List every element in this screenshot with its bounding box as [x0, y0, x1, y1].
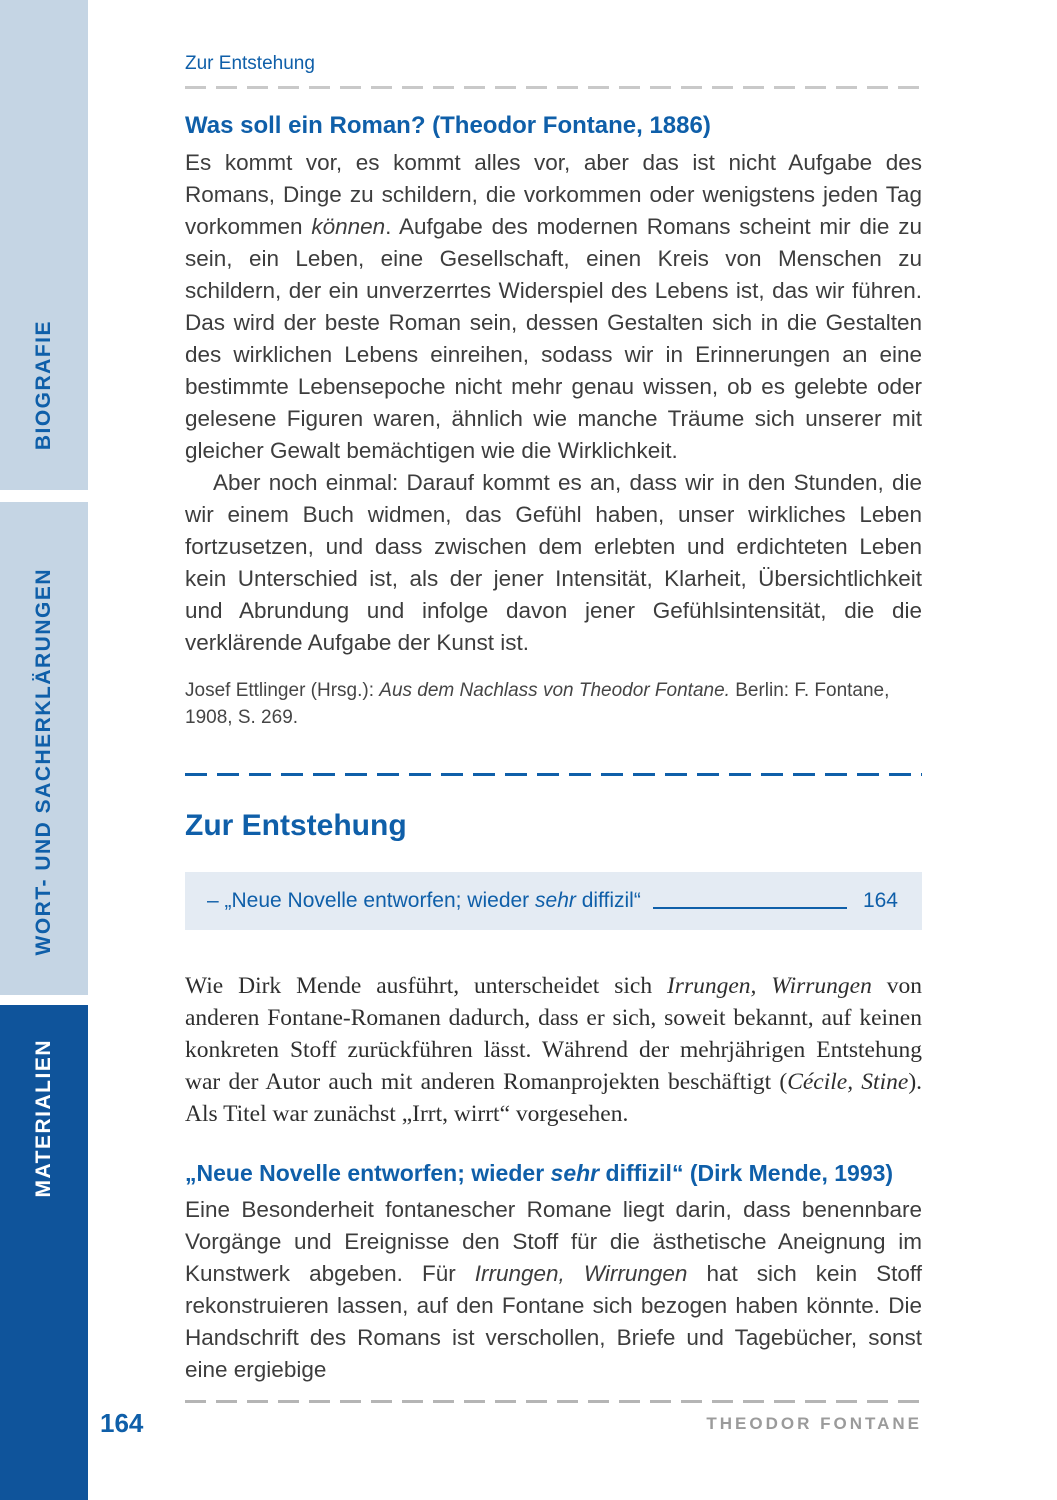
- subsection-text: Eine Besonderheit fontanescher Romane liegt darin, dass benennbare Vorgänge und Ereignisse den Stoff für die ästhetische Aneignung im Kunstwerk abgeben. Für: [185, 1197, 922, 1286]
- intro-text: Wie Dirk Mende ausführt, unterscheidet sich: [185, 973, 667, 999]
- citation-publisher: Berlin: F. Fontane, 1908, S. 269.: [185, 680, 890, 728]
- toc-entry-italic: sehr: [535, 889, 576, 912]
- excerpt-paragraph-1-text: Es kommt vor, es kommt alles vor, aber das ist nicht Aufgabe des Romans, Dinge zu schildern, die vorkommen oder wenigstens jeden Tag vorkommen: [185, 150, 922, 239]
- subsection-title-text-cont: diffizil“ (Dirk Mende, 1993): [599, 1160, 894, 1186]
- main-content: [185, 0, 922, 1386]
- excerpt-title: Was soll ein Roman? (Theodor Fontane, 1886): [185, 112, 711, 139]
- subsection-text-cont: hat sich kein Stoff rekonstruieren lassen, auf den Fontane sich bezogen haben könnte. Die Handschrift des Romans ist verschollen, Briefe und Tagebücher, sonst eine ergiebige: [185, 1261, 922, 1382]
- footer-author: THEODOR FONTANE: [706, 1413, 922, 1433]
- citation-author: Josef Ettlinger (Hrsg.):: [185, 680, 380, 701]
- citation-book-title: Aus dem Nachlass von Theodor Fontane.: [379, 680, 730, 701]
- running-header: Zur Entstehung: [185, 53, 315, 74]
- toc-box: [185, 872, 922, 930]
- footer-row: [100, 1408, 922, 1439]
- subsection-paragraph: [185, 1194, 922, 1386]
- subsection-title: [185, 1158, 922, 1188]
- page-footer: [100, 1400, 922, 1439]
- section-title: Zur Entstehung: [185, 809, 407, 842]
- toc-entry-text: – „Neue Novelle entworfen; wieder: [207, 889, 536, 912]
- sidebar-tab-biografie: [0, 0, 88, 490]
- section-intro-paragraph: [185, 970, 922, 1130]
- footer-page-number: 164: [100, 1408, 144, 1438]
- intro-novel-title: Irrungen, Wirrungen: [666, 973, 872, 999]
- intro-text-cont: von anderen Fontane-Romanen dadurch, dass er sich, soweit bekannt, auf keinen konkreten Stoff zurückführen lässt. Während der mehrjährigen Entstehung war der Autor auch mit anderen Romanprojekten beschäftigt (: [185, 973, 922, 1095]
- excerpt-paragraph-1-italic: können: [311, 214, 386, 239]
- excerpt-paragraph-1: [185, 147, 922, 467]
- toc-entry-text-cont: diffizil“: [575, 889, 641, 912]
- sidebar-tab-label-biografie: BIOGRAFIE: [32, 319, 55, 450]
- section-dashed-divider: [185, 773, 922, 776]
- footer-dashed-divider: [185, 1400, 922, 1403]
- header-dashed-divider: [185, 86, 922, 89]
- excerpt-paragraph-1-text-cont: . Aufgabe des modernen Romans scheint mir die zu sein, ein Leben, eine Gesellschaft, einen Kreis von Menschen zu schildern, der ein unverzerrtes Widerspiel des Lebens ist, das wir führen. Das wird der beste Roman sein, dessen Gestalten sich in die Gestalten des wirklichen Lebens einreihen, sodass wir in Erinnerungen an eine bestimmte Lebensepoche nicht mehr genau wissen, ob es gelebte oder gelesene Figuren waren, ähnlich wie manche Träume sich unserer mit gleicher Gewalt bemächtigen wie die Wirklichkeit.: [185, 214, 922, 463]
- subsection-title-italic: sehr: [550, 1160, 600, 1186]
- intro-text-end: ). Als Titel war zunächst „Irrt, wirrt“ vorgesehen.: [185, 1069, 923, 1127]
- subsection-title-text: „Neue Novelle entworfen; wieder: [185, 1160, 551, 1186]
- toc-page-number: 164: [862, 889, 898, 912]
- excerpt-citation: [185, 677, 922, 731]
- toc-entry: [207, 889, 641, 913]
- toc-leader-line: [653, 907, 847, 909]
- sidebar-tab-label-materialien: MATERIALIEN: [32, 1039, 55, 1198]
- sidebar-tab-wort-und-sacherklaerungen: [0, 502, 88, 995]
- excerpt-paragraph-2: Aber noch einmal: Darauf kommt es an, dass wir in den Stunden, die wir einem Buch widmen, das Gefühl haben, unser wirkliches Leben fortzusetzen, und dass zwischen dem erlebten und erdichteten Leben kein Unterschied ist, als der jener Intensität, Klarheit, Übersichtlichkeit und Abrundung und infolge davon jener Gefühlsintensität, die die verklärende Aufgabe der Kunst ist.: [185, 470, 922, 655]
- sidebar-tab-materialien: [0, 1005, 88, 1500]
- subsection-novel-title: Irrungen, Wirrungen: [474, 1261, 688, 1286]
- intro-novel-titles-2: Cécile, Stine: [787, 1069, 909, 1095]
- sidebar-tab-label-wort-und-sacherklaerungen: WORT- UND SACHERKLÄRUNGEN: [32, 567, 55, 955]
